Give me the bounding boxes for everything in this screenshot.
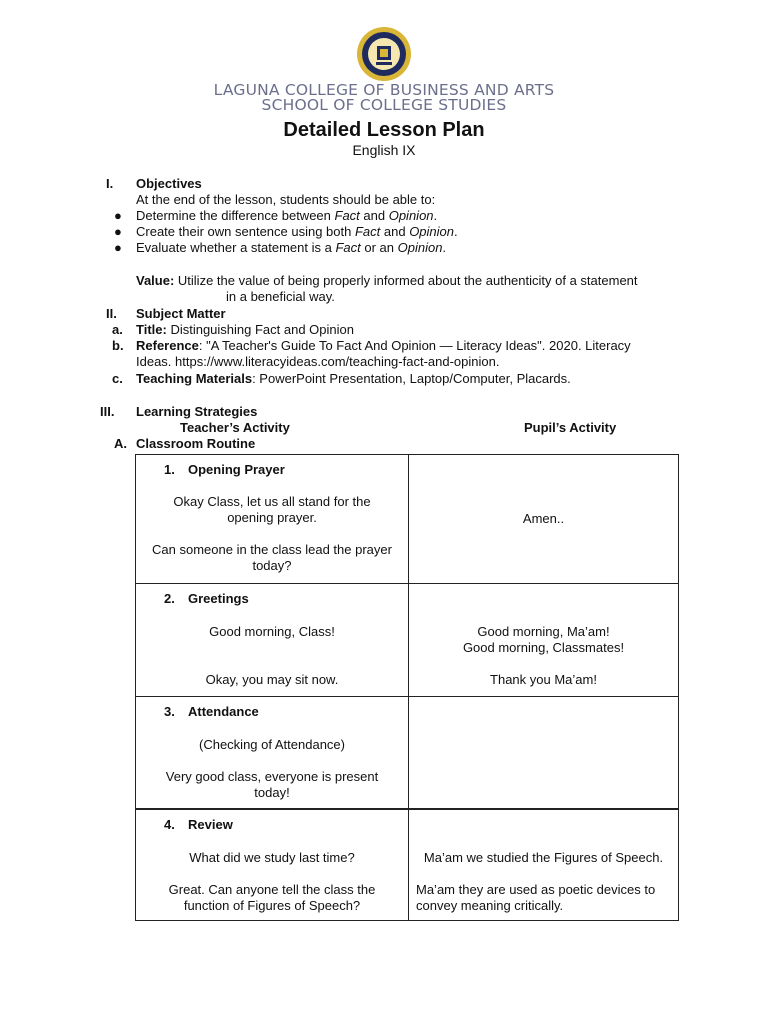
value-statement: Value: Utilize the value of being properly informed about the authenticity of a statement [136, 273, 638, 288]
section-numeral-learning: III. [100, 404, 115, 419]
routine-title: 1. Opening Prayer [164, 462, 285, 477]
document-subtitle: English IX [352, 142, 416, 158]
teacher-line: Good morning, Class! [209, 624, 335, 639]
table-row [136, 455, 679, 584]
objectives-heading: Objectives [136, 176, 202, 191]
routine-title: 4. Review [164, 816, 233, 832]
objective-item: Create their own sentence using both Fact and Opinion. [136, 224, 458, 239]
classroom-routine-table [135, 454, 679, 921]
pupil-line: Ma’am we studied the Figures of Speech. [423, 849, 664, 865]
teacher-cell [136, 455, 409, 584]
classroom-routine-heading: Classroom Routine [136, 436, 256, 451]
teacher-line: Great. Can anyone tell the class the [168, 881, 376, 897]
section-numeral-objectives: I. [106, 176, 114, 191]
bullet-icon: ● [114, 208, 122, 223]
subject-reference-continued: Ideas. https://www.literacyideas.com/teaching-fact-and-opinion. [136, 354, 500, 369]
teacher-line: (Checking of Attendance) [199, 737, 345, 752]
teacher-activity-header: Teacher’s Activity [180, 420, 290, 435]
objectives-intro: At the end of the lesson, students should be able to: [136, 192, 436, 207]
list-letter: a. [112, 322, 123, 337]
teacher-line: Okay Class, let us all stand for the [173, 494, 371, 509]
teacher-line: today? [252, 558, 292, 573]
pupil-line: Thank you Ma’am! [490, 672, 597, 687]
college-seal-logo [356, 26, 412, 82]
document-title: Detailed Lesson Plan [283, 119, 485, 141]
table-row [136, 809, 679, 921]
routine-title: 3. Attendance [164, 704, 259, 719]
teacher-cell [136, 809, 409, 921]
routine-title: 2. Greetings [164, 591, 249, 606]
subject-matter-heading: Subject Matter [136, 306, 226, 321]
subject-title: Title: Distinguishing Fact and Opinion [136, 322, 354, 337]
teacher-cell [136, 584, 409, 697]
value-statement-continued: in a beneficial way. [226, 289, 335, 304]
subsection-letter: A. [114, 436, 127, 451]
pupil-line: convey meaning critically. [416, 897, 564, 913]
pupil-cell [409, 455, 679, 584]
pupil-line: Ma’am they are used as poetic devices to [416, 881, 656, 897]
section-numeral-subject-matter: II. [106, 306, 117, 321]
teacher-line: What did we study last time? [189, 849, 355, 865]
objective-item: Evaluate whether a statement is a Fact or an Opinion. [136, 240, 447, 255]
pupil-cell [409, 697, 679, 809]
pupil-cell [409, 809, 679, 921]
teacher-line: Very good class, everyone is present [165, 769, 379, 784]
teacher-line: today! [254, 785, 290, 800]
teacher-line: opening prayer. [227, 510, 317, 525]
pupil-line: Good morning, Ma’am! [477, 624, 610, 639]
learning-strategies-heading: Learning Strategies [136, 404, 258, 419]
teacher-cell [136, 697, 409, 809]
list-letter: b. [112, 338, 124, 353]
bullet-icon: ● [114, 240, 122, 255]
list-letter: c. [112, 371, 123, 386]
school-name: SCHOOL OF COLLEGE STUDIES [261, 96, 507, 114]
teacher-line: Can someone in the class lead the prayer [152, 542, 392, 557]
teacher-line: Okay, you may sit now. [205, 672, 339, 687]
college-name: LAGUNA COLLEGE OF BUSINESS AND ARTS [213, 81, 555, 99]
table-row [136, 584, 679, 697]
pupil-activity-header: Pupil’s Activity [524, 420, 617, 435]
objective-item: Determine the difference between Fact and Opinion. [136, 208, 438, 223]
subject-teaching-materials: Teaching Materials: PowerPoint Presentation, Laptop/Computer, Placards. [136, 371, 571, 386]
subject-reference: Reference: "A Teacher's Guide To Fact And Opinion — Literacy Ideas". 2020. Literacy [136, 338, 631, 353]
table-row [136, 697, 679, 809]
pupil-line: Amen.. [522, 511, 565, 526]
pupil-cell [409, 584, 679, 697]
bullet-icon: ● [114, 224, 122, 239]
teacher-line: function of Figures of Speech? [183, 897, 361, 913]
pupil-line: Good morning, Classmates! [462, 640, 625, 655]
